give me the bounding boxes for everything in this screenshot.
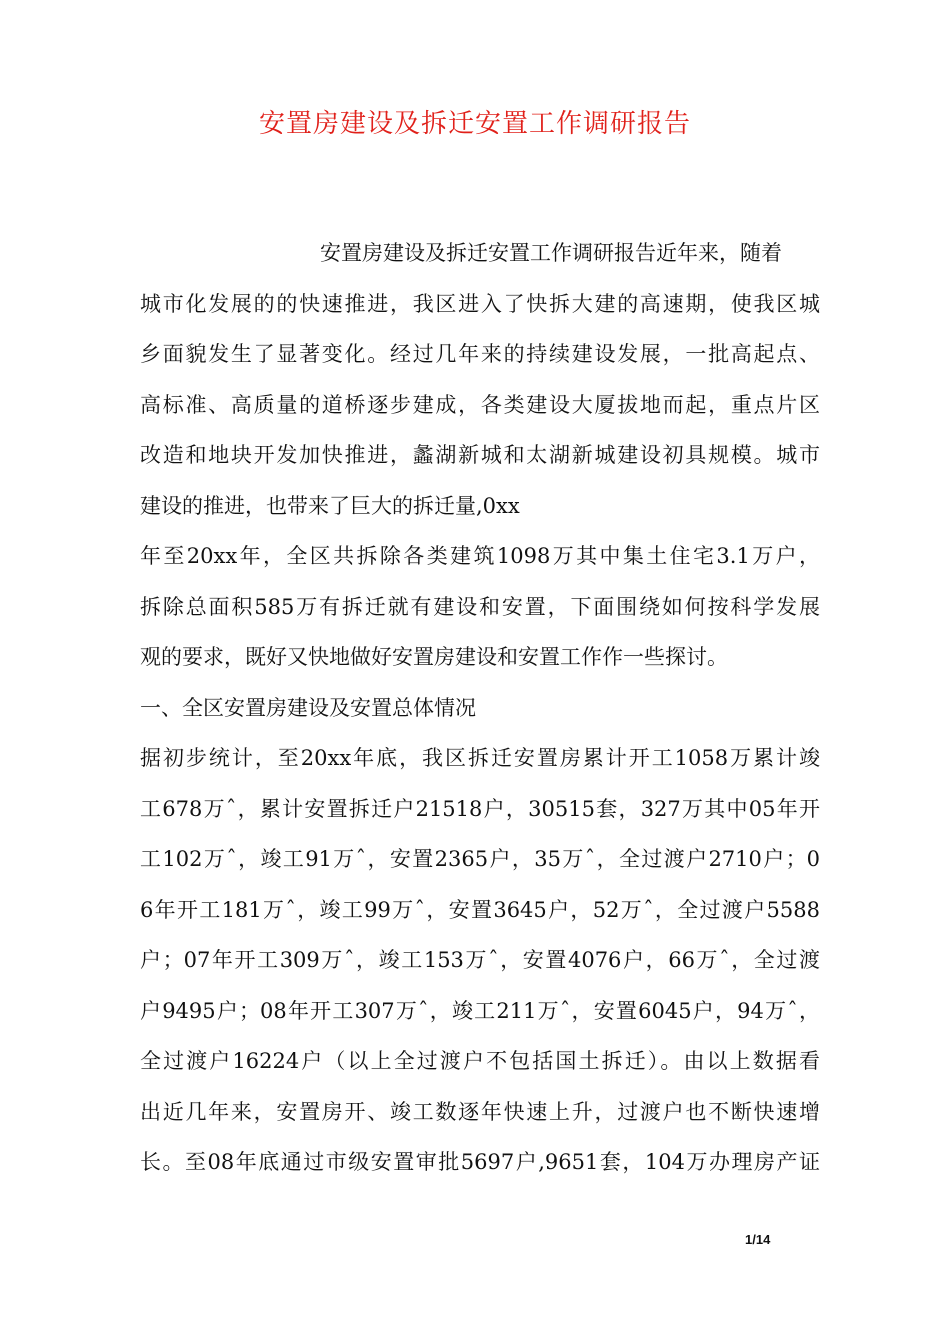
- body-line: 工678万ˆ，累计安置拆迁户21518户，30515套，327万其中05年开: [140, 796, 820, 821]
- body-line: 工102万ˆ，竣工91万ˆ，安置2365户，35万ˆ，全过渡户2710户；0: [140, 847, 820, 871]
- body-line: 年至20xx年，全区共拆除各类建筑1098万其中集土住宅3.1万户，: [140, 544, 820, 568]
- body-line: 户；07年开工309万ˆ，竣工153万ˆ，安置4076户，66万ˆ，全过渡: [140, 948, 820, 972]
- body-line: 拆除总面积585万有拆迁就有建设和安置，下面围绕如何按科学发展: [140, 594, 820, 619]
- body-line: 户9495户；08年开工307万ˆ，竣工211万ˆ，安置6045户，94万ˆ，: [140, 998, 820, 1023]
- body-line: 乡面貌发生了显著变化。经过几年来的持续建设发展，一批高起点、: [140, 342, 820, 366]
- body-line: 高标准、高质量的道桥逐步建成，各类建设大厦拔地而起，重点片区: [140, 392, 820, 417]
- body-line: 城市化发展的的快速推进，我区进入了快拆大建的高速期，使我区城: [140, 291, 820, 316]
- body-line: 改造和地块开发加快推进，蠡湖新城和太湖新城建设初具规模。城市: [140, 443, 820, 467]
- body-line: 全过渡户16224户（以上全过渡户不包括国土拆迁）。由以上数据看: [140, 1049, 820, 1073]
- body-line: 安置房建设及拆迁安置工作调研报告近年来，随着: [320, 241, 782, 265]
- document-body: [140, 228, 820, 1188]
- body-line: 出近几年来，安置房开、竣工数逐年快速上升，过渡户也不断快速增: [140, 1099, 820, 1124]
- body-line: 建设的推进，也带来了巨大的拆迁量,0xx: [140, 493, 520, 518]
- page-number: 1/14: [745, 1232, 771, 1247]
- body-line: 6年开工181万ˆ，竣工99万ˆ，安置3645户，52万ˆ，全过渡户5588: [140, 897, 820, 922]
- body-line: 观的要求，既好又快地做好安置房建设和安置工作作一些探讨。: [140, 645, 728, 669]
- body-line: 据初步统计，至20xx年底，我区拆迁安置房累计开工1058万累计竣: [140, 746, 820, 770]
- document-title: 安置房建设及拆迁安置工作调研报告: [258, 109, 691, 139]
- body-line: 长。至08年底通过市级安置审批5697户,9651套，104万办理房产证: [140, 1150, 820, 1174]
- section-heading: 一、全区安置房建设及安置总体情况: [140, 695, 476, 720]
